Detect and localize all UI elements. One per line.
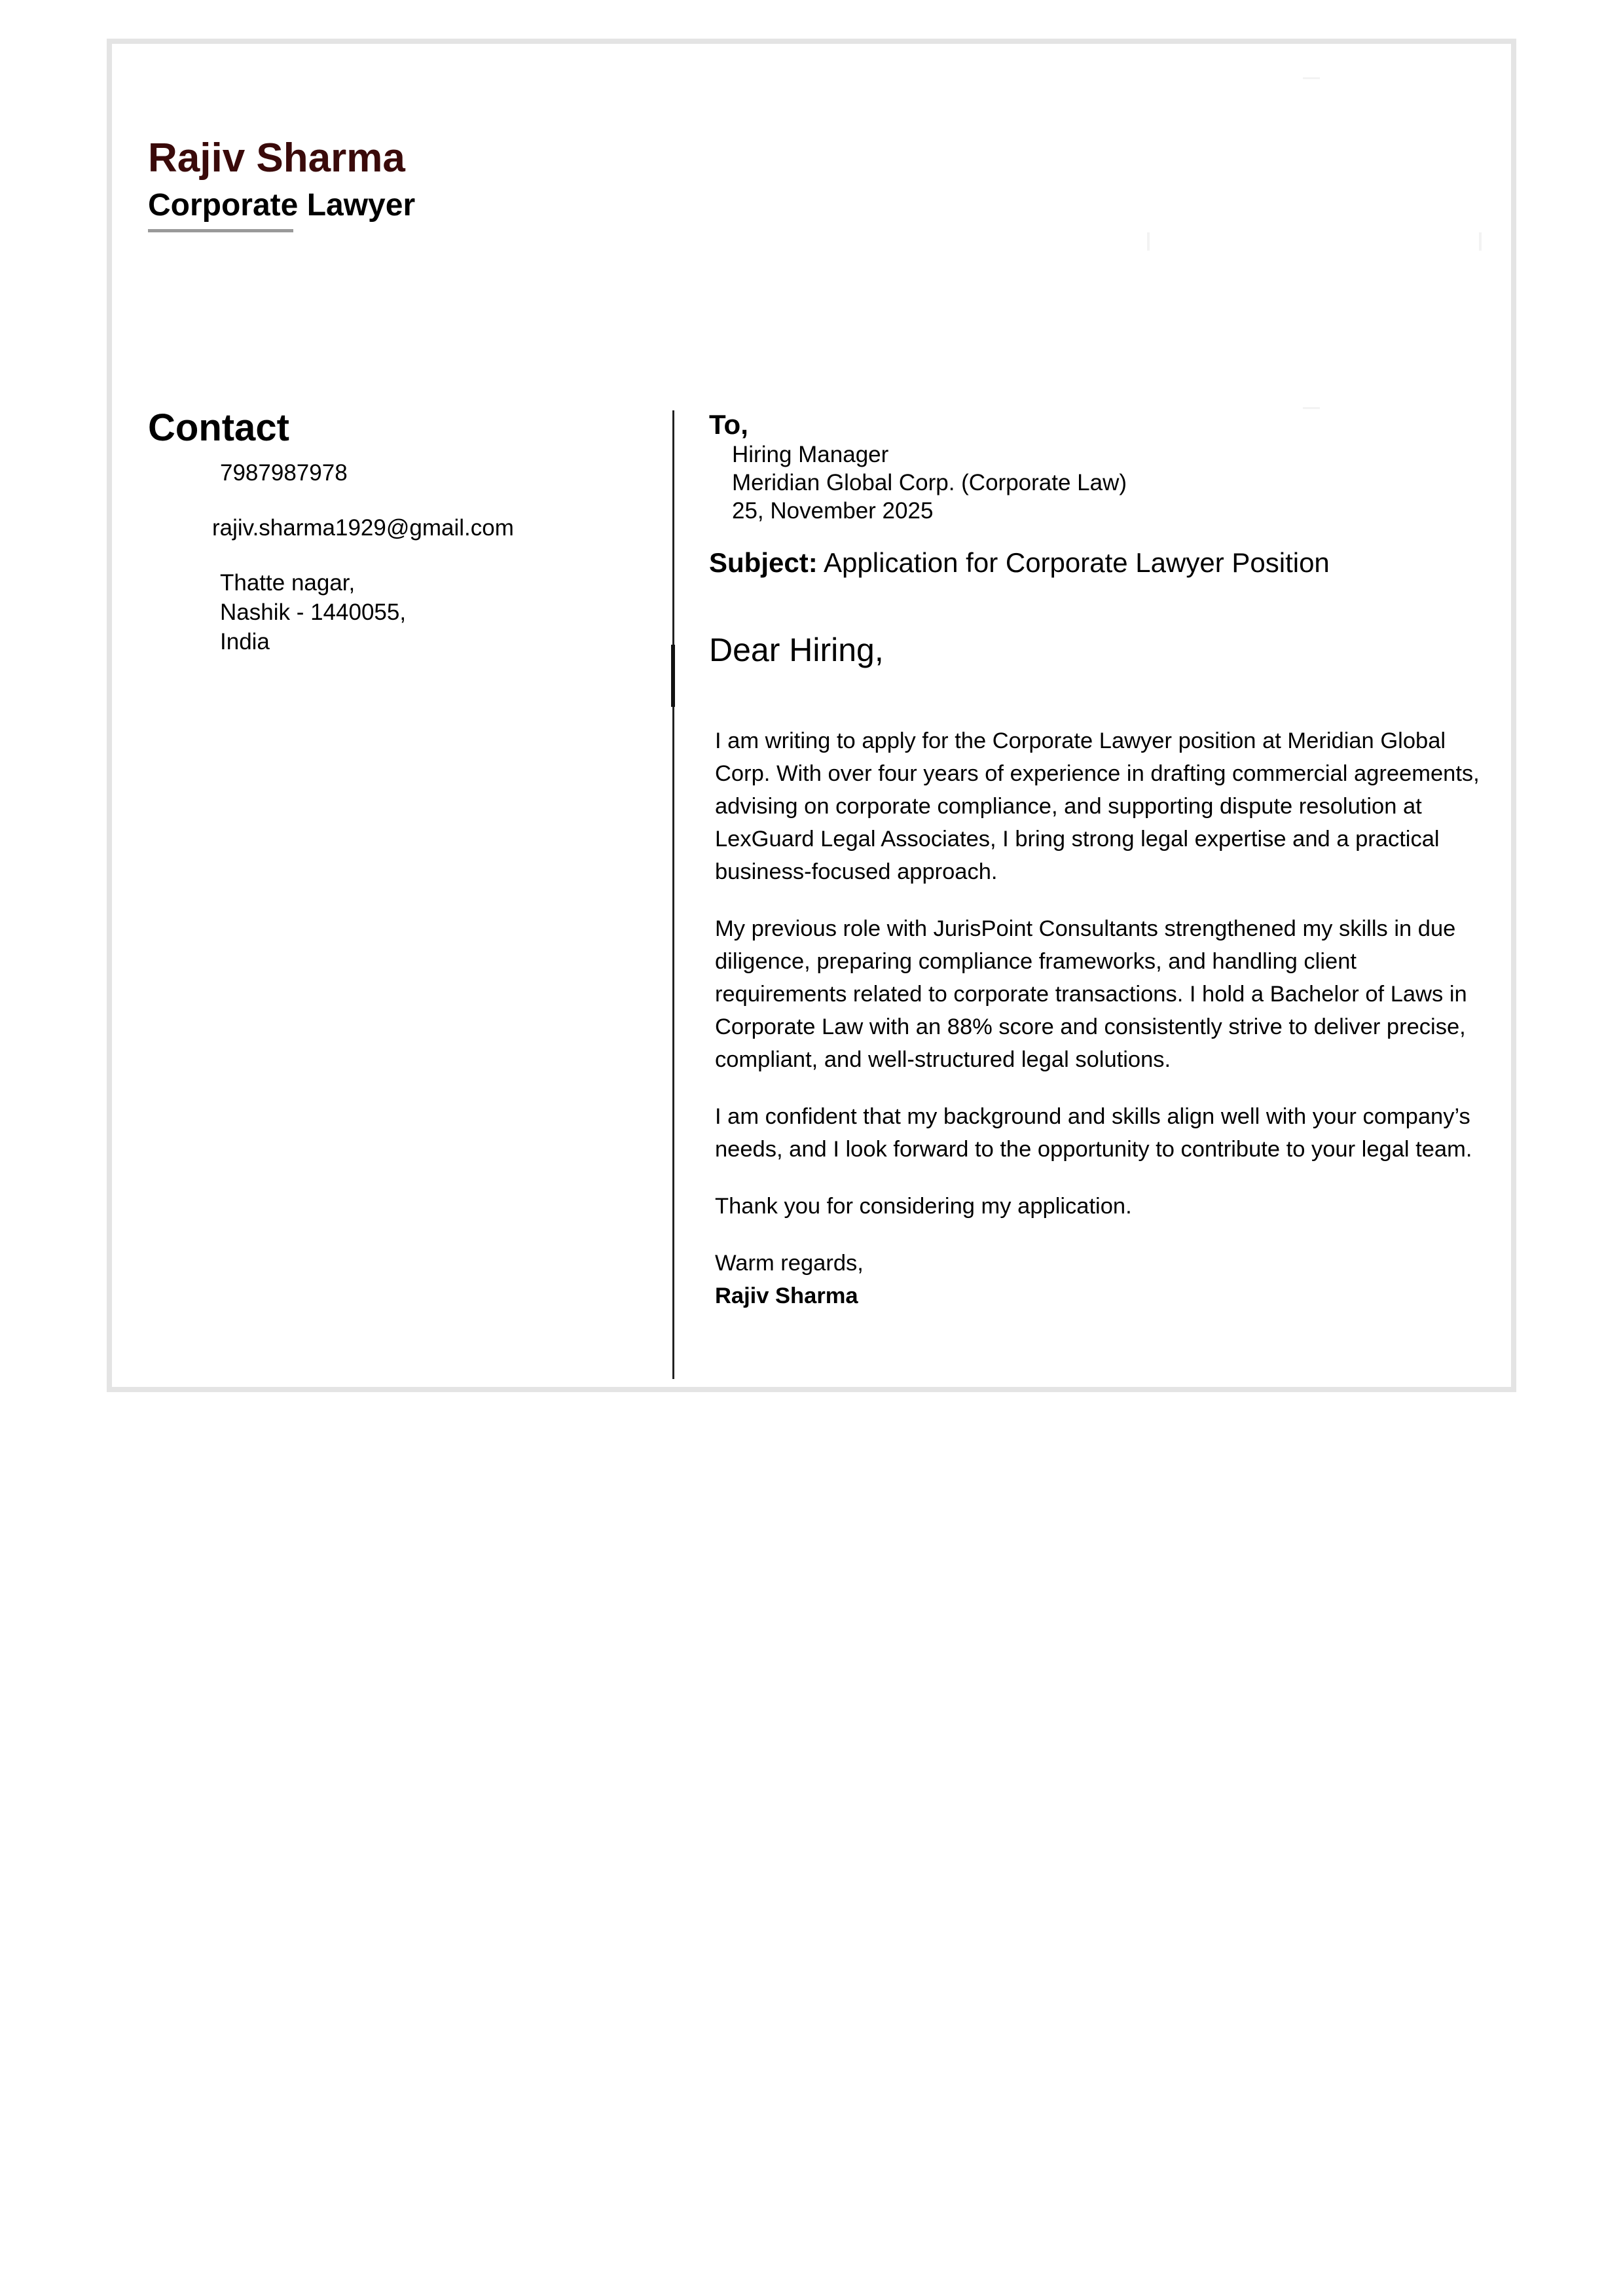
- letter-body: [715, 725, 1481, 1312]
- applicant-role: Corporate Lawyer: [148, 188, 416, 223]
- faint-mark: [1479, 232, 1482, 251]
- to-label: To,: [709, 409, 748, 440]
- contact-title: Contact: [148, 406, 289, 449]
- letter-closing: [715, 1247, 1481, 1312]
- recipient-line: Meridian Global Corp. (Corporate Law): [732, 470, 1127, 495]
- role-underline: [148, 229, 293, 232]
- column-divider: [672, 410, 674, 1379]
- closing-text: Warm regards,: [715, 1251, 864, 1276]
- letter-paragraph: My previous role with JurisPoint Consultants strengthened my skills in due diligence, preparing compliance frameworks, and handling client requirements related to corporate transactions. I hold a Bachelor of Laws in Corporate Law with an 88% score and consistently strive to deliver precise, compliant, and well-structured legal solutions.: [715, 916, 1467, 1072]
- applicant-name: Rajiv Sharma: [148, 135, 405, 181]
- subject-label: Subject:: [709, 547, 818, 578]
- letter-paragraph: I am confident that my background and skills align well with your company’s needs, and I look forward to the opportunity to contribute to your legal team.: [715, 1104, 1472, 1162]
- contact-email: rajiv.sharma1929@gmail.com: [212, 515, 514, 541]
- letter-paragraph: I am writing to apply for the Corporate Lawyer position at Meridian Global Corp. With over four years of experience in drafting commercial agreements, advising on corporate compliance, and supporting dispute resolution at LexGuard Legal Associates, I bring strong legal expertise and a practical business-focused approach.: [715, 728, 1480, 884]
- contact-phone: 7987987978: [220, 460, 348, 486]
- subject-text: Application for Corporate Lawyer Position: [824, 547, 1330, 578]
- faint-mark: [1303, 407, 1320, 409]
- contact-address-line: Thatte nagar,: [220, 570, 356, 596]
- faint-mark: [1303, 77, 1320, 79]
- contact-address-line: Nashik - 1440055,: [220, 600, 407, 625]
- signature: Rajiv Sharma: [715, 1283, 858, 1308]
- letter-paragraph: Thank you for considering my application.: [715, 1194, 1132, 1219]
- greeting: Dear Hiring,: [709, 632, 884, 668]
- contact-address-line: India: [220, 629, 270, 655]
- faint-mark: [1147, 232, 1150, 251]
- recipient-line: Hiring Manager: [732, 442, 889, 467]
- recipient-line: 25, November 2025: [732, 498, 934, 524]
- subject-line: [709, 547, 1330, 579]
- column-divider-accent: [671, 645, 675, 707]
